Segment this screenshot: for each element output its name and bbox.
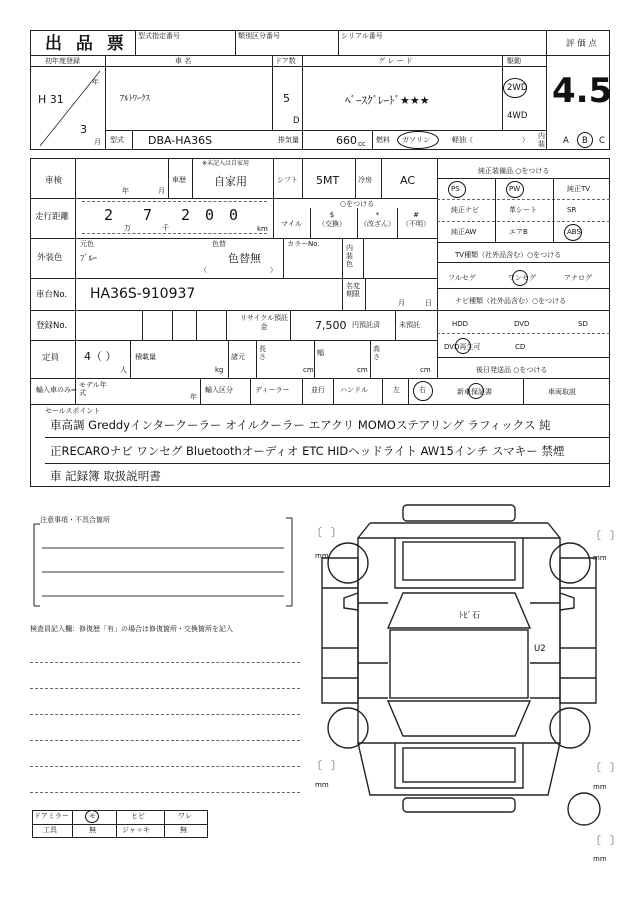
car-name-label: 車 名 xyxy=(175,57,192,65)
door-count: 5 xyxy=(283,92,290,105)
equip-item-circle xyxy=(506,181,524,198)
history-label: 車歴 xyxy=(172,176,186,184)
grade-value: ﾍﾞｰｽｸﾞﾚｰﾄﾞ★★★ xyxy=(345,94,430,107)
later-title: 後日発送品 ○をつける xyxy=(476,366,548,374)
table-door-mirror: ドアミラー xyxy=(34,812,69,820)
mark-u2: U2 xyxy=(534,644,546,654)
handle-label: ハンドル xyxy=(340,386,368,394)
dims-len: 長さ xyxy=(259,345,266,362)
model-value: DBA-HA36S xyxy=(148,134,213,147)
handle-left: 左 xyxy=(393,386,400,394)
orig-color-label: 元色 xyxy=(80,240,94,248)
mileage-digit-5: 0 xyxy=(229,206,239,224)
drive-2wd: 2WD xyxy=(507,83,528,93)
mileage-digit-4: 0 xyxy=(205,206,215,224)
table-jack: ジャッキ xyxy=(122,826,150,834)
month-unit: 月 xyxy=(94,138,101,146)
displacement: 660 xyxy=(336,134,357,147)
katashiki-label: 型式指定番号 xyxy=(138,32,180,40)
equip-item: 純正ナビ xyxy=(451,206,479,214)
navi-dvd-play-circle xyxy=(455,338,471,354)
later-warranty: 新車保証書 xyxy=(457,388,492,396)
equip-item: 純正TV xyxy=(567,185,591,193)
drive-2wd-circle xyxy=(503,78,527,98)
recycle-value: 7,500 xyxy=(315,319,347,332)
equip-item: SR xyxy=(567,206,577,214)
cc-unit: cc xyxy=(358,140,366,148)
color-paren-open: （ xyxy=(200,266,207,274)
load-label: 積載量 xyxy=(135,353,156,361)
first-reg-label: 初年度登録 xyxy=(45,57,80,65)
drive-label: 駆動 xyxy=(507,57,521,65)
interior-label: 内装 xyxy=(538,132,545,148)
import-kubun-label: 輸入区分 xyxy=(205,386,233,394)
tv-analog: アナログ xyxy=(564,274,592,282)
mileage-km: km xyxy=(257,225,268,233)
first-reg-era: H 31 xyxy=(38,93,64,106)
navi-cd: CD xyxy=(515,343,526,351)
history-note: ※未記入は自家用 xyxy=(202,160,250,167)
navi-dvd-play: DVD再生可 xyxy=(444,343,481,351)
caution-bracket xyxy=(28,514,298,610)
bracket-rl-open: 〔 xyxy=(311,759,322,772)
door-label: ドア数 xyxy=(275,57,296,65)
recycle-unit: 円預託済 xyxy=(352,321,380,329)
mileage-digit-3: 2 xyxy=(181,206,191,224)
mileage-sen: 千 xyxy=(162,224,169,232)
mileage-digit-2: 7 xyxy=(143,206,153,224)
tv-one-circle xyxy=(512,270,528,286)
car-name: ｱﾙﾄﾜｰｸｽ xyxy=(120,94,150,104)
shift-value: 5MT xyxy=(316,174,340,187)
mm-spare: mm xyxy=(593,855,607,863)
hyoka-label: 評 価 点 xyxy=(566,39,597,49)
navi-title: ナビ種類（社外品含む）○をつける xyxy=(455,297,567,305)
interior-b-circle xyxy=(577,132,593,148)
change-color: 色替無 xyxy=(228,252,261,265)
bracket-fr-open: 〔 xyxy=(590,529,601,542)
ruibetsu-label: 類別区分番号 xyxy=(238,32,280,40)
equip-item-circle xyxy=(448,181,466,198)
sales-line-1: 車高調 Greddyインタークーラー オイルクーラー エアクリ MOMOステアリング ラフィックス 純 xyxy=(50,418,551,432)
mm-fr: mm xyxy=(593,554,607,562)
table-mo-circle xyxy=(85,810,99,823)
form-title: 出 品 票 xyxy=(45,34,128,54)
capacity-value: 4（ ） xyxy=(84,350,117,363)
equip-item: エアB xyxy=(509,228,528,236)
history-value: 自家用 xyxy=(214,175,247,188)
navi-hdd: HDD xyxy=(452,320,469,328)
chassis-value: HA36S-910937 xyxy=(90,286,196,302)
bracket-fr-close: 〕 xyxy=(610,529,621,542)
door-suffix: D xyxy=(293,116,300,126)
equip-item: 革シート xyxy=(509,206,537,214)
mileage-label: 走行距離 xyxy=(35,212,70,222)
interior-b: B xyxy=(582,136,588,146)
caution-label: 注意事項・不具合箇所 xyxy=(40,516,110,524)
sales-label: セールスポイント xyxy=(45,407,101,415)
table-hibi: ヒビ xyxy=(131,812,145,820)
table-jack-val: 無 xyxy=(180,826,187,834)
import-label: 輸入車のみ⇒ xyxy=(36,386,77,394)
equip-title: 純正装備品 ○をつける xyxy=(478,167,550,175)
fuel-diesel: 軽油（ xyxy=(452,136,473,144)
bracket-rr-open: 〔 xyxy=(590,761,601,774)
tv-title: TV種類（社外品含む）○をつける xyxy=(455,251,562,259)
load-kg: kg xyxy=(215,366,224,374)
shift-label: シフト xyxy=(277,176,298,184)
mm-rl: mm xyxy=(315,781,329,789)
grade-label: グ レ ー ド xyxy=(378,57,413,65)
inspector-label: 検査員記入欄：修復歴「有」の場合は修復箇所・交換箇所を記入 xyxy=(30,625,233,633)
change-color-label: 色替 xyxy=(212,240,226,248)
dims-len-cm: cm xyxy=(303,366,314,374)
handle-right-circle xyxy=(413,381,433,401)
import-dealer: ディーラー xyxy=(255,386,290,394)
meihen-day: 日 xyxy=(425,299,432,307)
bracket-rl-close: 〕 xyxy=(331,759,342,772)
bracket-fl-close: 〕 xyxy=(331,526,342,539)
mileage-man: 万 xyxy=(124,224,131,232)
equip-item: ABS xyxy=(567,228,581,236)
color-paren-close: ） xyxy=(270,266,277,274)
serial-label: シリアル番号 xyxy=(341,32,383,40)
capacity-person: 人 xyxy=(120,366,127,374)
dims-label: 諸元 xyxy=(231,353,245,361)
table-tools: 工具 xyxy=(43,826,57,834)
shaken-month-unit: 月 xyxy=(158,187,165,195)
aircon-value: AC xyxy=(400,174,416,187)
colorno-label: カラーNo. xyxy=(287,240,320,248)
interior-color-label: 内装色 xyxy=(346,244,353,269)
shaken-year-unit: 年 xyxy=(122,187,129,195)
recycle-unpaid: 未預託 xyxy=(399,321,420,329)
dims-height-cm: cm xyxy=(420,366,431,374)
tv-full: フルセグ xyxy=(448,274,476,282)
meihen-month: 月 xyxy=(398,299,405,307)
year-unit: 年 xyxy=(92,78,99,86)
bracket-spare-open: 〔 xyxy=(590,834,601,847)
mileage-digit-1: 2 xyxy=(104,206,114,224)
model-label: 型式 xyxy=(110,136,124,144)
later-warranty-circle xyxy=(468,383,484,399)
later-manual: 車両取説 xyxy=(548,388,576,396)
table-tools-val: 無 xyxy=(89,826,96,834)
dims-height: 高さ xyxy=(373,345,380,362)
register-label: 登録No. xyxy=(36,321,68,331)
equip-item: PS xyxy=(451,185,460,193)
mm-fl: mm xyxy=(315,552,329,560)
bracket-rr-close: 〕 xyxy=(610,761,621,774)
drive-4wd: 4WD xyxy=(507,111,528,121)
shaken-label: 車検 xyxy=(45,176,63,186)
fuel-gas-circle xyxy=(397,131,439,149)
dims-width-cm: cm xyxy=(357,366,368,374)
meihen-label: 名変期限 xyxy=(346,282,360,299)
table-ware: ワレ xyxy=(178,812,192,820)
mileage-exch: $ （交換） xyxy=(318,211,346,229)
mileage-tsukeru: ○をつける xyxy=(340,200,375,208)
navi-sd: SD xyxy=(578,320,588,328)
equip-item: PW xyxy=(509,185,521,193)
sales-line-3: 車 記録簿 取扱説明書 xyxy=(50,469,161,483)
mileage-mile: マイル xyxy=(281,220,302,228)
mileage-fumei: # （不明） xyxy=(402,211,430,229)
color-label: 外装色 xyxy=(37,253,63,263)
recycle-label: リサイクル預託金 xyxy=(239,314,289,332)
capacity-label: 定員 xyxy=(42,353,60,363)
import-model-year: モデル年式 xyxy=(79,381,107,398)
mileage-kaizan: * （改ざん） xyxy=(360,211,395,229)
mm-rr: mm xyxy=(593,783,607,791)
tv-one: ワンセグ xyxy=(508,274,536,282)
handle-right: 右 xyxy=(419,386,426,394)
navi-dvd: DVD xyxy=(514,320,530,328)
fuel-label: 燃料 xyxy=(376,136,390,144)
bracket-spare-close: 〕 xyxy=(610,834,621,847)
import-year-unit: 年 xyxy=(190,393,197,401)
interior-a: A xyxy=(563,136,569,146)
orig-color: ﾌﾞﾙｰ xyxy=(80,254,98,264)
import-parallel: 並行 xyxy=(311,386,325,394)
first-reg-month: 3 xyxy=(80,123,87,136)
fuel-paren-close: ） xyxy=(522,136,529,144)
car-damage-diagram xyxy=(300,498,620,868)
dims-width: 幅 xyxy=(317,349,324,357)
equip-item-circle xyxy=(564,224,582,241)
aircon-label: 冷房 xyxy=(358,176,372,184)
mark-tobiishi: ﾄﾋﾞ石 xyxy=(459,611,481,621)
fuel-gas: ガソリン xyxy=(402,136,430,144)
sales-line-2: 正RECAROナビ ワンセグ Bluetoothオーディオ ETC HIDヘッドライト AW15インチ スマキー 禁煙 xyxy=(50,444,565,458)
bracket-fl-open: 〔 xyxy=(311,526,322,539)
table-mo: モ xyxy=(89,812,96,820)
equip-item: 純正AW xyxy=(451,228,477,236)
interior-c: C xyxy=(599,136,605,146)
disp-label: 排気量 xyxy=(278,136,299,144)
hyoka-score: 4.5 xyxy=(552,71,613,111)
chassis-label: 車台No. xyxy=(36,290,68,300)
